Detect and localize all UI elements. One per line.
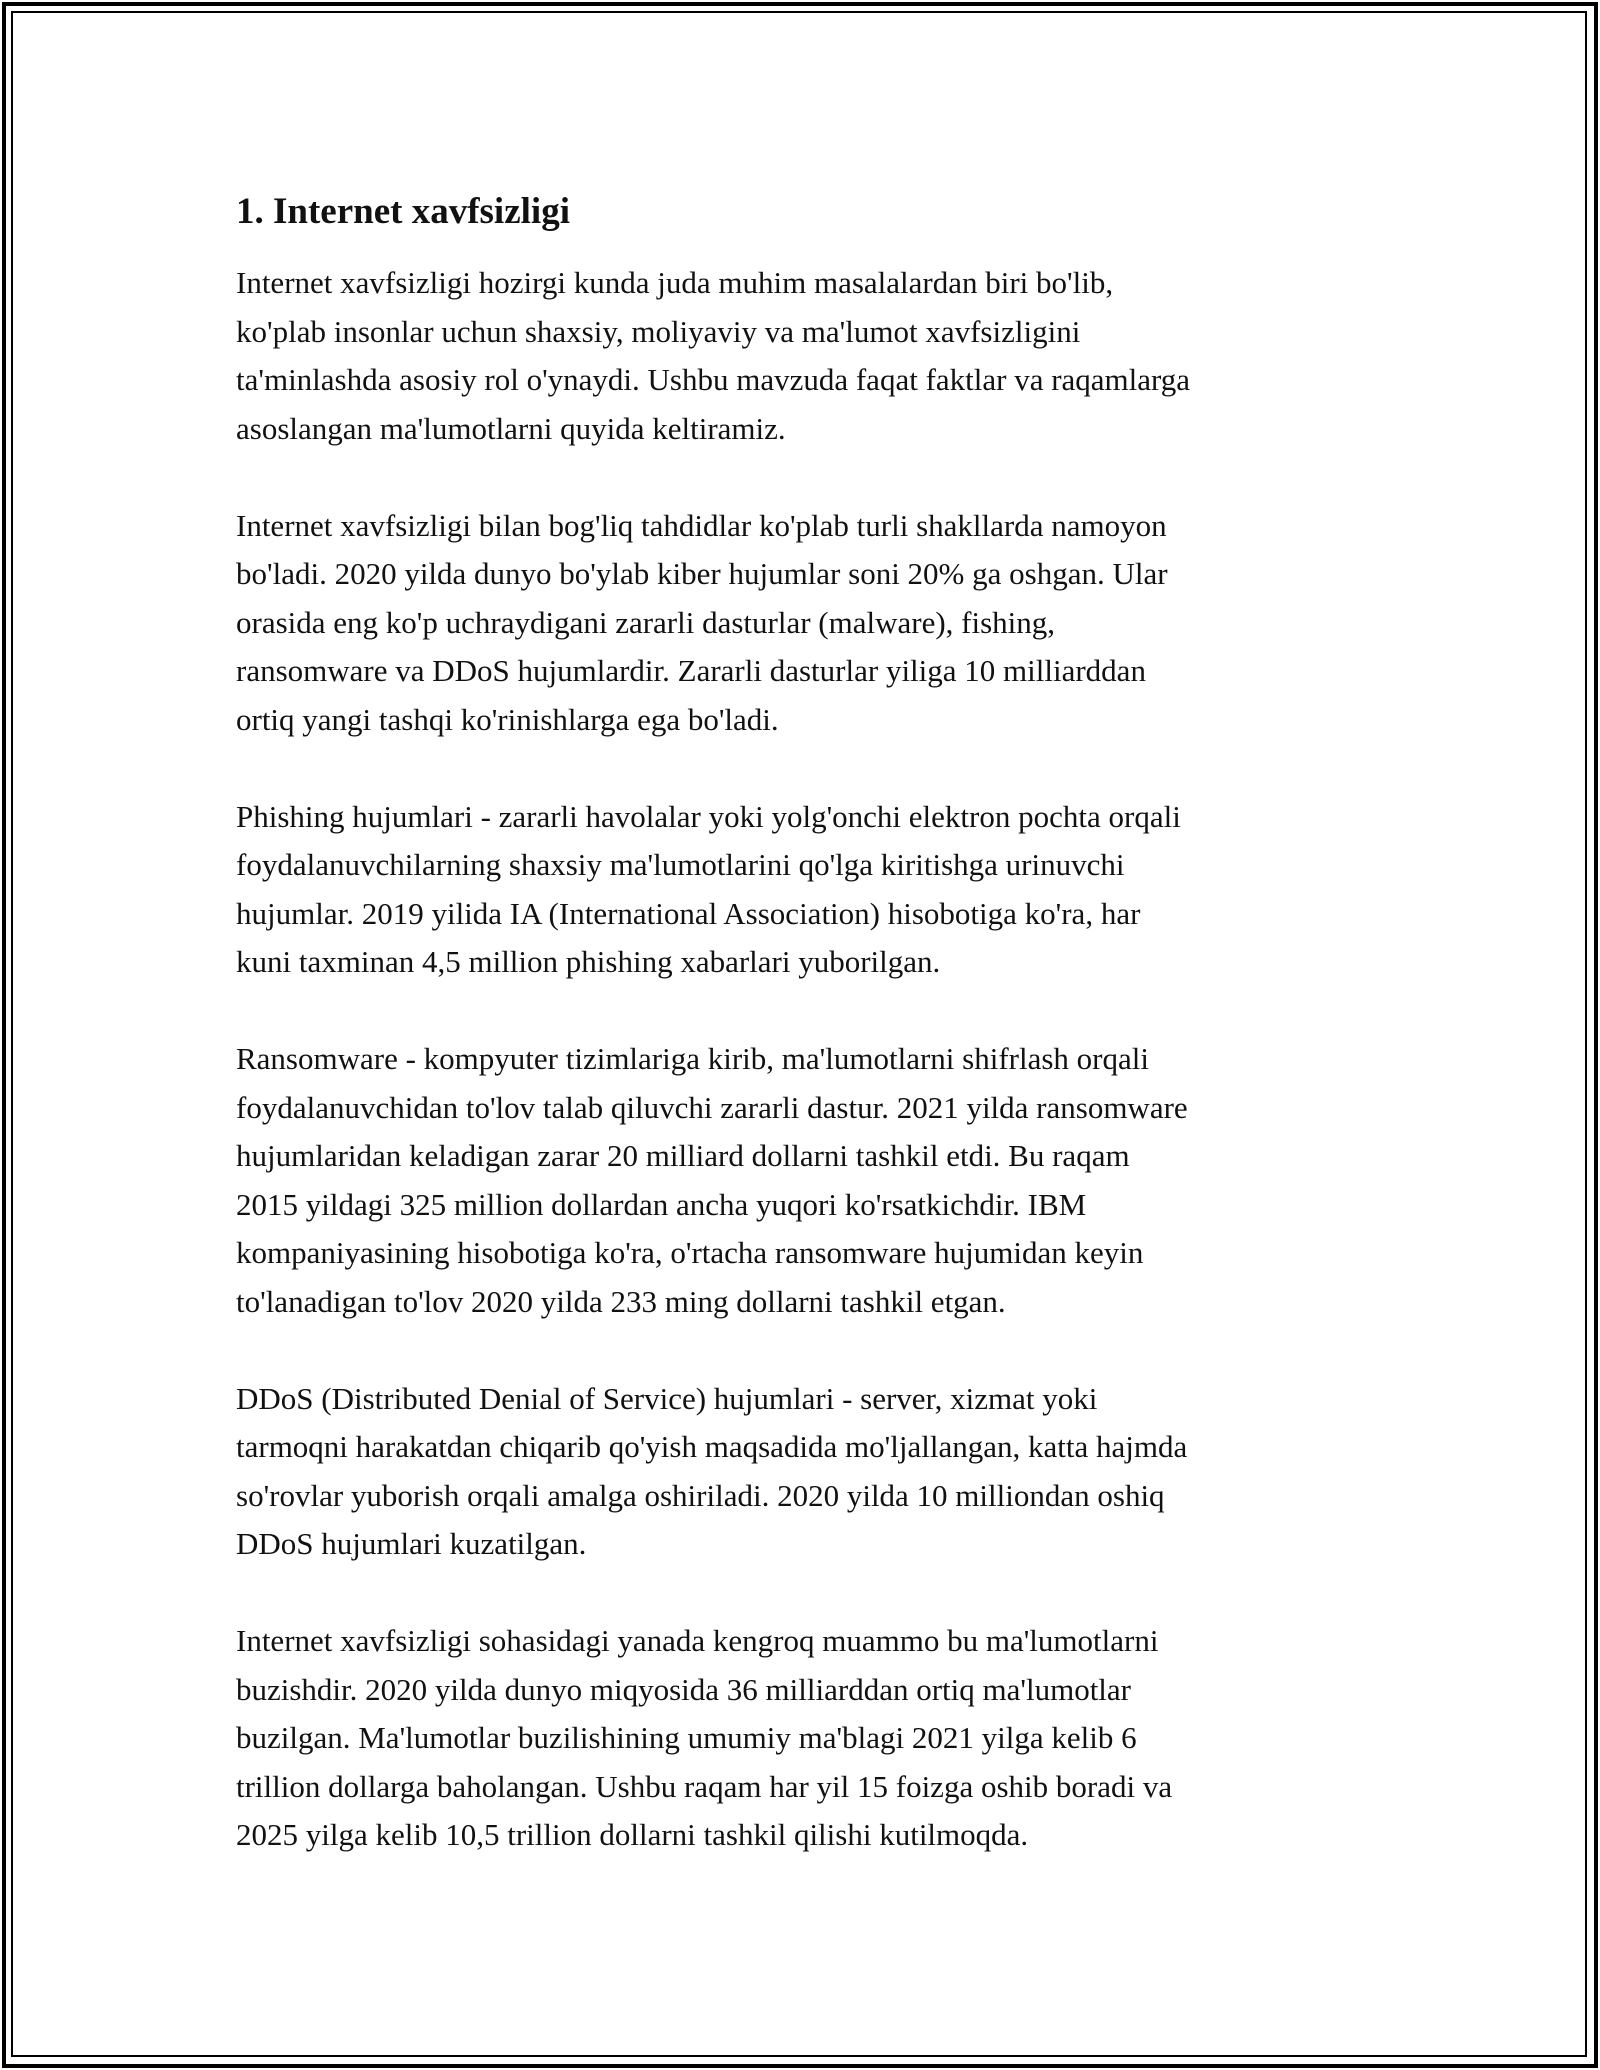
text-line: Internet xavfsizligi hozirgi kunda juda muhim masalalardan biri bo'lib, [236,265,1114,300]
text-line: ko'plab insonlar uchun shaxsiy, moliyaviy va ma'lumot xavfsizligini [236,313,1081,349]
paragraph-data-breaches [236,1617,1376,1860]
text-line: asoslangan ma'lumotlarni quyida keltiramiz. [236,410,786,446]
text-line: hujumlaridan keladigan zarar 20 milliard dollarni tashkil etdi. Bu raqam [236,1138,1130,1173]
text-line: foydalanuvchidan to'lov talab qiluvchi zararli dastur. 2021 yilda ransomware [236,1089,1188,1125]
text-line: ta'minlashda asosiy rol o'ynaydi. Ushbu mavzuda faqat faktlar va raqamlarga [236,362,1191,397]
paragraph-ddos [236,1375,1376,1569]
text-line: Internet xavfsizligi bilan bog'liq tahdidlar ko'plab turli shakllarda namoyon [236,507,1167,543]
text-line: kuni taxminan 4,5 million phishing xabarlari yuborilgan. [236,944,941,979]
text-line: tarmoqni harakatdan chiqarib qo'yish maqsadida mo'ljallangan, katta hajmda [236,1429,1188,1464]
text-line: ortiq yangi tashqi ko'rinishlarga ega bo'ladi. [236,701,779,737]
text-line: so'rovlar yuborish orqali amalga oshiriladi. 2020 yilda 10 milliondan oshiq [236,1477,1165,1513]
text-line: 2025 yilga kelib 10,5 trillion dollarni tashkil qilishi kutilmoqda. [236,1817,1029,1852]
text-line: foydalanuvchilarning shaxsiy ma'lumotlarini qo'lga kiritishga urinuvchi [236,847,1125,882]
text-line: bo'ladi. 2020 yilda dunyo bo'ylab kiber hujumlar soni 20% ga oshgan. Ular [236,556,1168,591]
text-line: orasida eng ko'p uchraydigani zararli dasturlar (malware), fishing, [236,604,1056,640]
text-line: kompaniyasining hisobotiga ko'ra, o'rtacha ransomware hujumidan keyin [236,1235,1144,1270]
paragraph-threats [236,502,1376,745]
text-line: Phishing hujumlari - zararli havolalar yoki yolg'onchi elektron pochta orqali [236,798,1181,834]
text-line: to'lanadigan to'lov 2020 yilda 233 ming dollarni tashkil etgan. [236,1283,1006,1319]
text-line: 2015 yildagi 325 million dollardan ancha yuqori ko'rsatkichdir. IBM [236,1186,1087,1222]
text-line: ransomware va DDoS hujumlardir. Zararli dasturlar yiliga 10 milliarddan [236,653,1146,688]
text-line: buzishdir. 2020 yilda dunyo miqyosida 36 milliarddan ortiq ma'lumotlar [236,1671,1132,1707]
document-body [236,187,1376,1860]
section-heading: 1. Internet xavfsizligi [236,191,570,232]
text-line: DDoS (Distributed Denial of Service) hujumlari - server, xizmat yoki [236,1380,1098,1416]
paragraph-intro [236,259,1376,453]
text-line: DDoS hujumlari kuzatilgan. [236,1526,587,1561]
text-line: trillion dollarga baholangan. Ushbu raqam har yil 15 foizga oshib boradi va [236,1768,1173,1804]
text-line: buzilgan. Ma'lumotlar buzilishining umumiy ma'blagi 2021 yilga kelib 6 [236,1720,1137,1755]
text-line: Ransomware - kompyuter tizimlariga kirib, ma'lumotlarni shifrlash orqali [236,1041,1149,1076]
text-line: Internet xavfsizligi sohasidagi yanada kengroq muammo bu ma'lumotlarni [236,1623,1159,1658]
paragraph-ransomware [236,1035,1376,1326]
paragraph-phishing [236,793,1376,987]
text-line: hujumlar. 2019 yilida IA (International Association) hisobotiga ko'ra, har [236,895,1141,931]
